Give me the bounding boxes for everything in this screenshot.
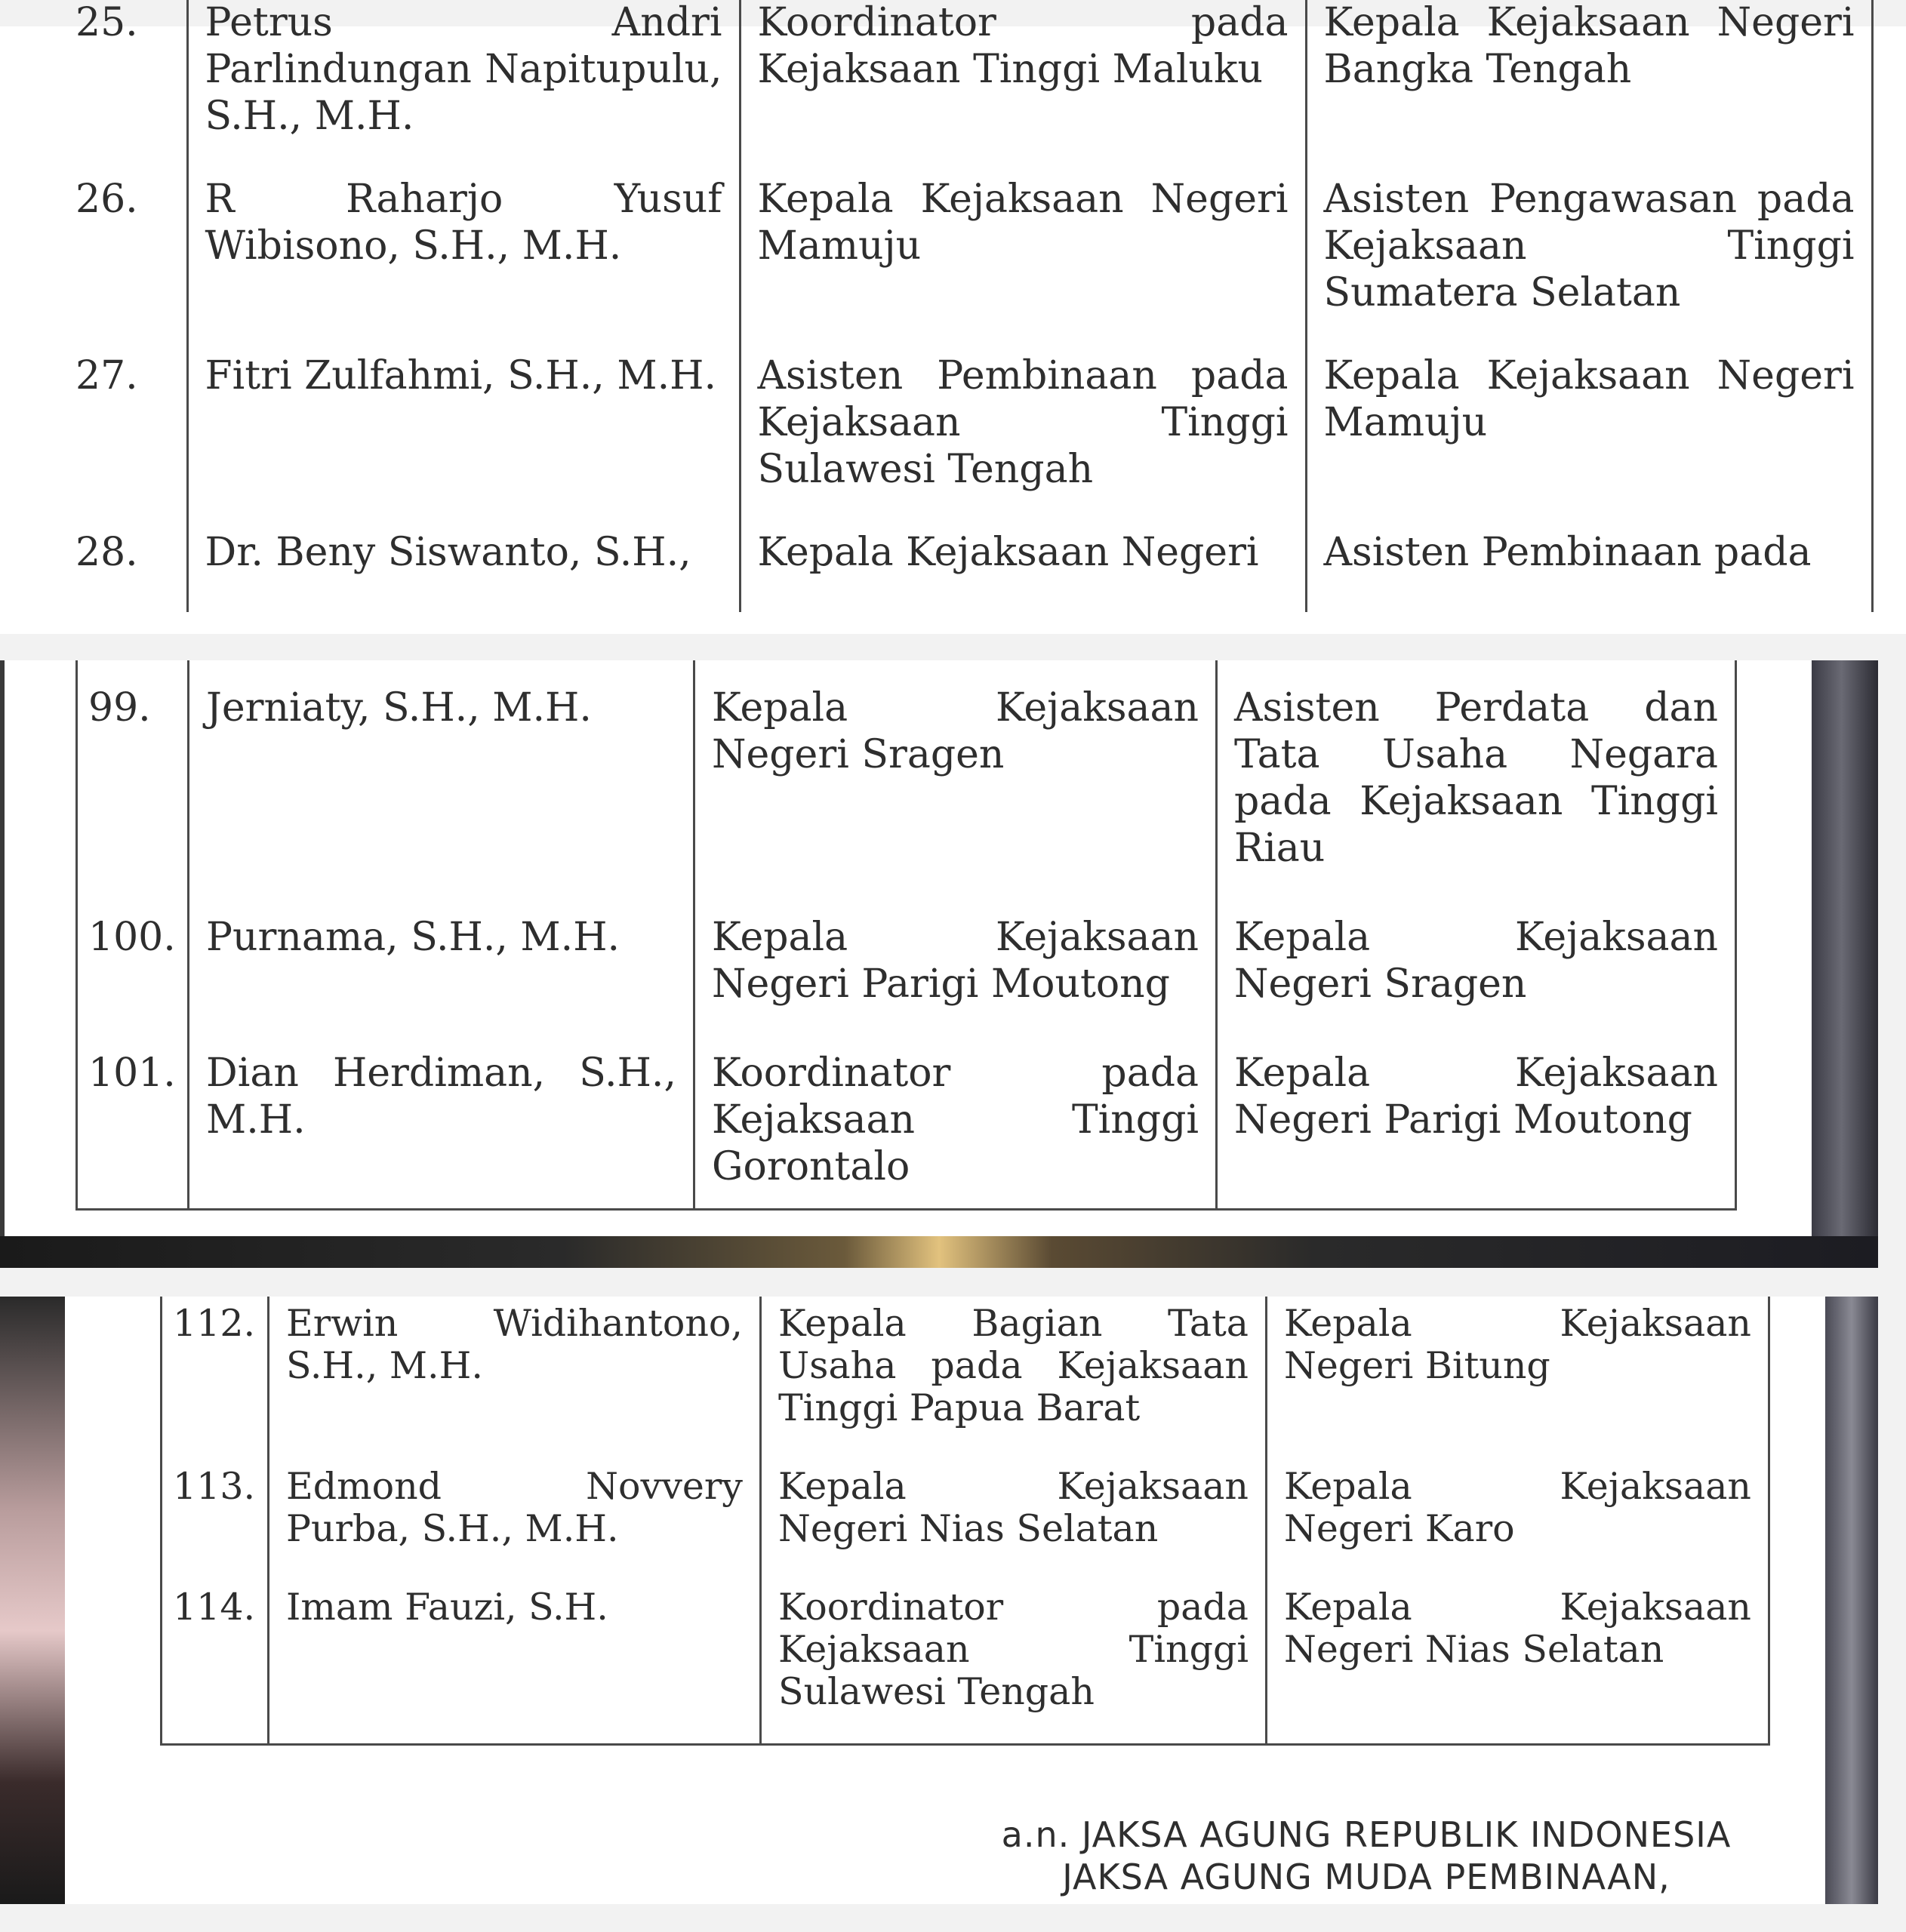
previous-position: Kepala Kejaksaan Negeri Sragen [694, 660, 1217, 890]
mutation-table-1 [65, 0, 1874, 612]
table-row [77, 660, 1736, 890]
table-row [162, 1297, 1769, 1460]
signature-line-2: JAKSA AGUNG MUDA PEMBINAAN, [1062, 1857, 1670, 1897]
previous-position: Kepala Kejaksaan Negeri Parigi Moutong [694, 890, 1217, 1026]
photo-edge-bottom [0, 1236, 1878, 1268]
official-name: Erwin Widihantono, S.H., M.H. [269, 1297, 761, 1460]
new-position: Kepala Kejaksaan Negeri Bitung [1267, 1297, 1769, 1460]
new-position: Kepala Kejaksaan Negeri Nias Selatan [1267, 1580, 1769, 1745]
previous-position: Kepala Kejaksaan Negeri [740, 529, 1306, 612]
document-crop-1 [0, 0, 1906, 634]
official-name: Edmond Novvery Purba, S.H., M.H. [269, 1460, 761, 1580]
table-row [162, 1580, 1769, 1745]
previous-position: Kepala Kejaksaan Negeri Nias Selatan [761, 1460, 1267, 1580]
table-row [162, 1460, 1769, 1580]
row-number: 28. [65, 529, 187, 612]
mutation-table-2 [75, 660, 1737, 1211]
table-row [77, 890, 1736, 1026]
document-crop-2 [0, 660, 1878, 1268]
photo-edge-right [1812, 660, 1878, 1268]
row-number: 112. [162, 1297, 269, 1460]
new-position: Asisten Perdata dan Tata Usaha Negara pada Kejaksaan Tinggi Riau [1217, 660, 1736, 890]
table-row [65, 529, 1872, 612]
new-position: Asisten Pengawasan pada Kejaksaan Tinggi Sumatera Selatan [1306, 176, 1872, 352]
mutation-table-3 [160, 1297, 1770, 1746]
new-position: Kepala Kejaksaan Negeri Sragen [1217, 890, 1736, 1026]
signature-line-1: a.n. JAKSA AGUNG REPUBLIK INDONESIA [1001, 1814, 1732, 1855]
row-number: 25. [65, 0, 187, 176]
new-position: Kepala Kejaksaan Negeri Karo [1267, 1460, 1769, 1580]
new-position: Asisten Pembinaan pada [1306, 529, 1872, 612]
previous-position: Koordinator pada Kejaksaan Tinggi Gorontalo [694, 1026, 1217, 1210]
photo-edge-right [1825, 1297, 1878, 1904]
table-row [77, 1026, 1736, 1210]
document-crop-3 [0, 1297, 1878, 1904]
row-number: 100. [77, 890, 189, 1026]
official-name: R Raharjo Yusuf Wibisono, S.H., M.H. [187, 176, 740, 352]
official-name: Purnama, S.H., M.H. [189, 890, 694, 1026]
previous-position: Koordinator pada Kejaksaan Tinggi Maluku [740, 0, 1306, 176]
table-row [65, 176, 1872, 352]
row-number: 99. [77, 660, 189, 890]
table-row [65, 352, 1872, 529]
photo-edge-left [0, 660, 5, 1268]
official-name: Petrus Andri Parlindungan Napitupulu, S.H., M.H. [187, 0, 740, 176]
row-number: 101. [77, 1026, 189, 1210]
new-position: Kepala Kejaksaan Negeri Parigi Moutong [1217, 1026, 1736, 1210]
photo-edge-left [0, 1297, 65, 1904]
row-number: 113. [162, 1460, 269, 1580]
new-position: Kepala Kejaksaan Negeri Mamuju [1306, 352, 1872, 529]
official-name: Dian Herdiman, S.H., M.H. [189, 1026, 694, 1210]
official-name: Jerniaty, S.H., M.H. [189, 660, 694, 890]
official-name: Fitri Zulfahmi, S.H., M.H. [187, 352, 740, 529]
previous-position: Asisten Pembinaan pada Kejaksaan Tinggi Sulawesi Tengah [740, 352, 1306, 529]
previous-position: Kepala Kejaksaan Negeri Mamuju [740, 176, 1306, 352]
official-name: Imam Fauzi, S.H. [269, 1580, 761, 1745]
row-number: 26. [65, 176, 187, 352]
official-name: Dr. Beny Siswanto, S.H., [187, 529, 740, 612]
table-row [65, 0, 1872, 176]
row-number: 27. [65, 352, 187, 529]
previous-position: Koordinator pada Kejaksaan Tinggi Sulawesi Tengah [761, 1580, 1267, 1745]
row-number: 114. [162, 1580, 269, 1745]
new-position: Kepala Kejaksaan Negeri Bangka Tengah [1306, 0, 1872, 176]
previous-position: Kepala Bagian Tata Usaha pada Kejaksaan Tinggi Papua Barat [761, 1297, 1267, 1460]
